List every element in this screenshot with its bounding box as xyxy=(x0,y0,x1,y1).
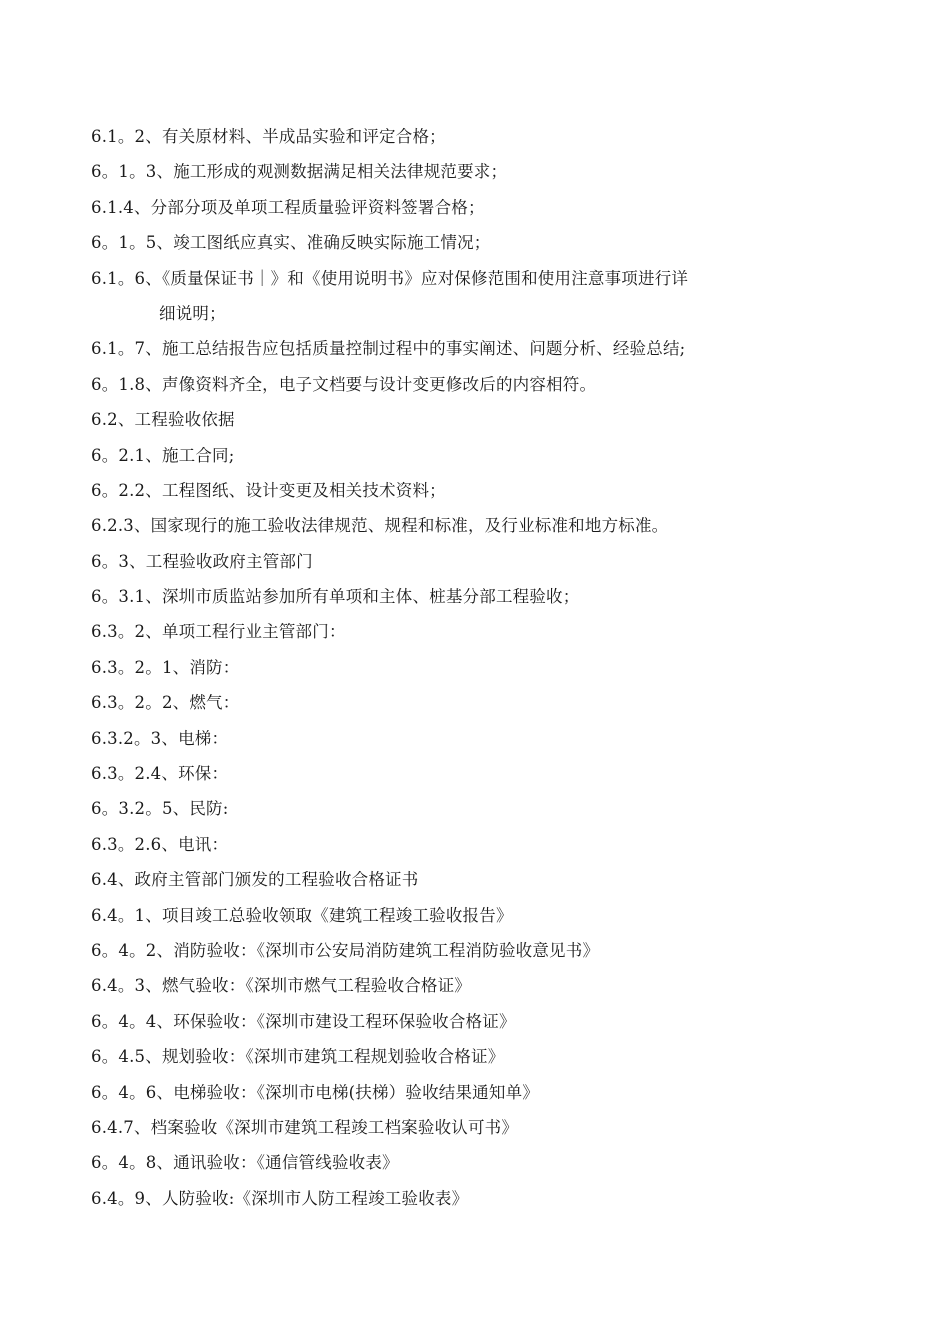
clause-line: 6.1.4、分部分项及单项工程质量验评资料签署合格； xyxy=(91,197,485,217)
clause-line: 6.3。2。2、燃气： xyxy=(91,693,240,713)
clause-line: 6.2、工程验收依据 xyxy=(91,410,235,430)
clause-line: 6。3.1、深圳市质监站参加所有单项和主体、桩基分部工程验收； xyxy=(91,587,580,607)
clause-line: 6.1。7、施工总结报告应包括质量控制过程中的事实阐述、问题分析、经验总结; xyxy=(91,339,686,359)
clause-line: 6。4.5、规划验收：《深圳市建筑工程规划验收合格证》 xyxy=(91,1047,505,1067)
clause-line: 6.3。2、单项工程行业主管部门： xyxy=(91,622,346,642)
clause-line: 6.4。9、人防验收:《深圳市人防工程竣工验收表》 xyxy=(91,1188,469,1208)
clause-line: 6。1。5、竣工图纸应真实、准确反映实际施工情况； xyxy=(91,233,491,253)
clause-line: 6。2.1、施工合同; xyxy=(91,445,235,465)
clause-line: 6.2.3、国家现行的施工验收法律规范、规程和标准，及行业标准和地方标准。 xyxy=(91,516,669,536)
clause-line: 6。1.8、声像资料齐全，电子文档要与设计变更修改后的内容相符。 xyxy=(91,374,597,394)
paragraph-continuation-line: 细说明； xyxy=(159,303,226,323)
clause-line: 6.4。1、项目竣工总验收领取《建筑工程竣工验收报告》 xyxy=(91,905,513,925)
clause-line: 6。4。6、电梯验收：《深圳市电梯(扶梯）验收结果通知单》 xyxy=(91,1082,539,1102)
clause-line: 6。4。8、通讯验收：《通信管线验收表》 xyxy=(91,1153,399,1173)
clause-line: 6.4。3、燃气验收：《深圳市燃气工程验收合格证》 xyxy=(91,976,471,996)
clause-line: 6.1。2、有关原材料、半成品实验和评定合格； xyxy=(91,127,446,146)
clause-line: 6。1。3、施工形成的观测数据满足相关法律规范要求； xyxy=(91,162,508,182)
document-body xyxy=(91,119,871,1216)
clause-line: 6.3。2.4、环保： xyxy=(91,764,229,784)
clause-line: 6.1。6、《质量保证书｜》和《使用说明书》应对保修范围和使用注意事项进行详 xyxy=(91,268,689,288)
clause-line: 6.3。2。1、消防： xyxy=(91,657,240,677)
clause-line: 6.4、政府主管部门颁发的工程验收合格证书 xyxy=(91,870,419,890)
clause-line: 6。3.2。5、民防: xyxy=(91,799,229,819)
clause-line: 6.3。2.6、电讯： xyxy=(91,834,229,854)
clause-line: 6。4。4、环保验收：《深圳市建设工程环保验收合格证》 xyxy=(91,1011,516,1031)
clause-line: 6。2.2、工程图纸、设计变更及相关技术资料； xyxy=(91,480,446,500)
clause-line: 6。3、工程验收政府主管部门 xyxy=(91,551,313,571)
clause-line: 6.4.7、档案验收《深圳市建筑工程竣工档案验收认可书》 xyxy=(91,1117,519,1137)
clause-line: 6。4。2、消防验收：《深圳市公安局消防建筑工程消防验收意见书》 xyxy=(91,940,600,960)
clause-line: 6.3.2。3、电梯： xyxy=(91,728,229,748)
